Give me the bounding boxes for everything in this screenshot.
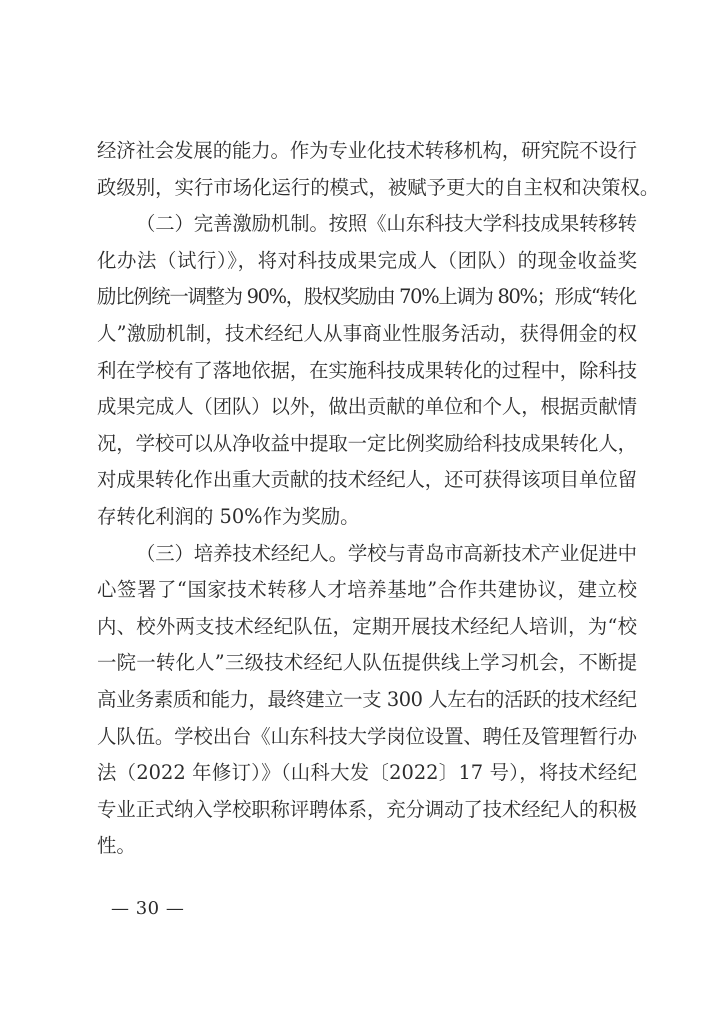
text-line: 成果完成人（团队）以外，做出贡献的单位和个人，根据贡献情 [97,395,637,419]
text-line: 一院一转化人”三级技术经纪人队伍提供线上学习机会，不断提 [97,651,637,675]
text-line: 性。 [97,834,136,858]
text-line: 法（2022 年修订）》（山科大发〔2022〕17 号），将技术经纪 [97,761,637,785]
text-line: 心签署了“国家技术转移人才培养基地”合作共建协议，建立校 [97,578,637,602]
document-body [97,133,660,865]
text-line: 专业正式纳入学校职称评聘体系，充分调动了技术经纪人的积极 [97,797,637,821]
text-line: 内、校外两支技术经纪队伍，定期开展技术经纪人培训，为“校 [97,614,637,638]
text-line: 励比例统一调整为 90%，股权奖励由 70%上调为 80%；形成“转化 [97,285,636,309]
text-line: 存转化利润的 50%作为奖励。 [97,504,360,528]
section-heading-line: （二）完善激励机制。按照《山东科技大学科技成果转移转 [136,212,637,236]
page-number: — 30 — [111,898,185,919]
text-line: 人队伍。学校出台《山东科技大学岗位设置、聘任及管理暂行办 [97,724,637,748]
text-line: 高业务素质和能力，最终建立一支 300 人左右的活跃的技术经纪 [97,687,637,711]
text-line: 经济社会发展的能力。作为专业化技术转移机构，研究院不设行 [97,139,637,162]
section-heading-line: （三）培养技术经纪人。学校与青岛市高新技术产业促进中 [136,541,637,565]
text-line: 化办法（试行）》，将对科技成果完成人（团队）的现金收益奖 [97,248,637,272]
text-line: 政级别，实行市场化运行的模式，被赋予更大的自主权和决策权。 [97,175,660,199]
text-line: 人”激励机制，技术经纪人从事商业性服务活动，获得佣金的权 [97,321,637,345]
text-line: 况，学校可以从净收益中提取一定比例奖励给科技成果转化人， [97,431,637,455]
text-line: 对成果转化作出重大贡献的技术经纪人，还可获得该项目单位留 [97,468,637,492]
text-line: 利在学校有了落地依据，在实施科技成果转化的过程中，除科技 [97,358,637,382]
